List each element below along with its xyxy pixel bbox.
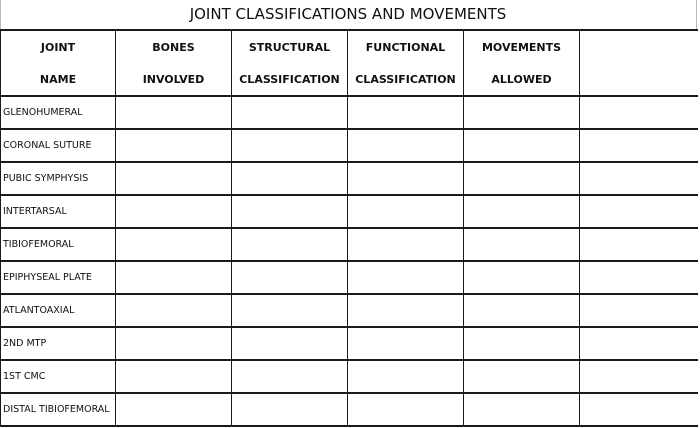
header-extra xyxy=(580,30,698,64)
joint-name-cell: TIBIOFEMORAL xyxy=(1,228,116,261)
bones-cell[interactable] xyxy=(116,195,232,228)
extra-cell[interactable] xyxy=(580,294,698,327)
joint-name-cell: DISTAL TIBIOFEMORAL xyxy=(1,393,116,426)
table-row xyxy=(1,294,698,327)
movements-cell[interactable] xyxy=(464,228,580,261)
header-row-bottom xyxy=(1,64,698,96)
functional-cell[interactable] xyxy=(348,393,464,426)
functional-cell[interactable] xyxy=(348,360,464,393)
functional-cell[interactable] xyxy=(348,195,464,228)
table-row xyxy=(1,261,698,294)
header-extra-bottom xyxy=(580,64,698,96)
movements-cell[interactable] xyxy=(464,360,580,393)
table-row xyxy=(1,162,698,195)
bones-cell[interactable] xyxy=(116,228,232,261)
functional-cell[interactable] xyxy=(348,228,464,261)
extra-cell[interactable] xyxy=(580,96,698,129)
movements-cell[interactable] xyxy=(464,327,580,360)
header-structural-classification: CLASSIFICATION xyxy=(232,64,348,96)
joint-name-cell: PUBIC SYMPHYSIS xyxy=(1,162,116,195)
header-structural: STRUCTURAL xyxy=(232,30,348,64)
movements-cell[interactable] xyxy=(464,393,580,426)
joint-name-cell: EPIPHYSEAL PLATE xyxy=(1,261,116,294)
joint-name-cell: ATLANTOAXIAL xyxy=(1,294,116,327)
structural-cell[interactable] xyxy=(232,195,348,228)
table-row xyxy=(1,393,698,426)
functional-cell[interactable] xyxy=(348,327,464,360)
joint-name-cell: CORONAL SUTURE xyxy=(1,129,116,162)
header-movements: MOVEMENTS xyxy=(464,30,580,64)
functional-cell[interactable] xyxy=(348,261,464,294)
movements-cell[interactable] xyxy=(464,129,580,162)
functional-cell[interactable] xyxy=(348,162,464,195)
movements-cell[interactable] xyxy=(464,96,580,129)
header-bones: BONES xyxy=(116,30,232,64)
bones-cell[interactable] xyxy=(116,129,232,162)
structural-cell[interactable] xyxy=(232,162,348,195)
extra-cell[interactable] xyxy=(580,261,698,294)
functional-cell[interactable] xyxy=(348,129,464,162)
header-name: NAME xyxy=(1,64,116,96)
extra-cell[interactable] xyxy=(580,228,698,261)
bones-cell[interactable] xyxy=(116,162,232,195)
functional-cell[interactable] xyxy=(348,96,464,129)
joint-name-cell: GLENOHUMERAL xyxy=(1,96,116,129)
structural-cell[interactable] xyxy=(232,327,348,360)
extra-cell[interactable] xyxy=(580,327,698,360)
structural-cell[interactable] xyxy=(232,360,348,393)
table-row xyxy=(1,96,698,129)
structural-cell[interactable] xyxy=(232,393,348,426)
table-row xyxy=(1,129,698,162)
structural-cell[interactable] xyxy=(232,129,348,162)
extra-cell[interactable] xyxy=(580,162,698,195)
joint-table xyxy=(0,29,698,427)
header-involved: INVOLVED xyxy=(116,64,232,96)
functional-cell[interactable] xyxy=(348,294,464,327)
header-functional-classification: CLASSIFICATION xyxy=(348,64,464,96)
joint-name-cell: 1ST CMC xyxy=(1,360,116,393)
header-allowed: ALLOWED xyxy=(464,64,580,96)
joint-name-cell: INTERTARSAL xyxy=(1,195,116,228)
movements-cell[interactable] xyxy=(464,162,580,195)
bones-cell[interactable] xyxy=(116,360,232,393)
table-row xyxy=(1,228,698,261)
bones-cell[interactable] xyxy=(116,294,232,327)
extra-cell[interactable] xyxy=(580,195,698,228)
movements-cell[interactable] xyxy=(464,195,580,228)
extra-cell[interactable] xyxy=(580,129,698,162)
table-row xyxy=(1,327,698,360)
structural-cell[interactable] xyxy=(232,96,348,129)
table-row xyxy=(1,360,698,393)
title-frame-right xyxy=(696,0,697,29)
structural-cell[interactable] xyxy=(232,261,348,294)
joint-name-cell: 2ND MTP xyxy=(1,327,116,360)
movements-cell[interactable] xyxy=(464,261,580,294)
table-row xyxy=(1,195,698,228)
extra-cell[interactable] xyxy=(580,360,698,393)
header-joint: JOINT xyxy=(1,30,116,64)
structural-cell[interactable] xyxy=(232,228,348,261)
bones-cell[interactable] xyxy=(116,393,232,426)
header-functional: FUNCTIONAL xyxy=(348,30,464,64)
structural-cell[interactable] xyxy=(232,294,348,327)
header-row-top xyxy=(1,30,698,64)
bones-cell[interactable] xyxy=(116,96,232,129)
movements-cell[interactable] xyxy=(464,294,580,327)
page-title: JOINT CLASSIFICATIONS AND MOVEMENTS xyxy=(189,5,507,23)
extra-cell[interactable] xyxy=(580,393,698,426)
bones-cell[interactable] xyxy=(116,327,232,360)
bones-cell[interactable] xyxy=(116,261,232,294)
